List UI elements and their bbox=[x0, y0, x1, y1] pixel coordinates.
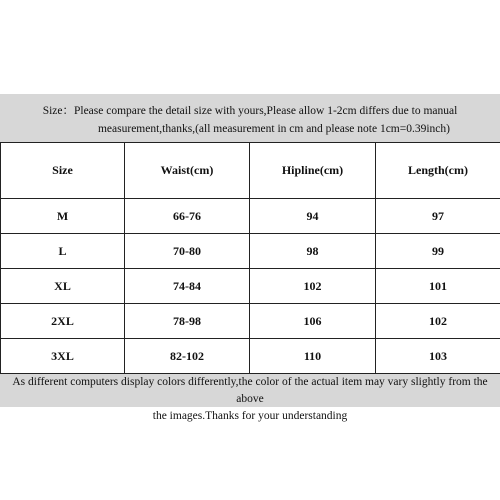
header-hipline: Hipline(cm) bbox=[250, 143, 376, 199]
cell-length: 99 bbox=[376, 234, 500, 269]
table-row bbox=[1, 199, 500, 234]
color-disclaimer-line-1: As different computers display colors differently,the color of the actual item may vary slightly from the above bbox=[12, 376, 488, 405]
cell-size: L bbox=[1, 234, 125, 269]
header-waist: Waist(cm) bbox=[125, 143, 250, 199]
size-instructions bbox=[0, 102, 500, 138]
table-row bbox=[1, 269, 500, 304]
cell-hipline: 94 bbox=[250, 199, 376, 234]
header-size: Size bbox=[1, 143, 125, 199]
table-header-row bbox=[1, 143, 500, 199]
cell-waist: 74-84 bbox=[125, 269, 250, 304]
size-instructions-line-2: measurement,thanks,(all measurement in cm and please note 1cm=0.39inch) bbox=[97, 123, 450, 135]
color-disclaimer-line-2: the images.Thanks for your understanding bbox=[152, 410, 348, 422]
cell-hipline: 106 bbox=[250, 304, 376, 339]
cell-length: 102 bbox=[376, 304, 500, 339]
cell-hipline: 110 bbox=[250, 339, 376, 374]
cell-waist: 82-102 bbox=[125, 339, 250, 374]
header-length: Length(cm) bbox=[376, 143, 500, 199]
color-disclaimer bbox=[0, 374, 500, 425]
cell-waist: 78-98 bbox=[125, 304, 250, 339]
table-row bbox=[1, 339, 500, 374]
cell-size: M bbox=[1, 199, 125, 234]
cell-size: 2XL bbox=[1, 304, 125, 339]
cell-waist: 66-76 bbox=[125, 199, 250, 234]
cell-hipline: 102 bbox=[250, 269, 376, 304]
size-instructions-line-1: Size：Please compare the detail size with yours,Please allow 1-2cm differs due to manual bbox=[42, 105, 458, 117]
cell-hipline: 98 bbox=[250, 234, 376, 269]
cell-length: 97 bbox=[376, 199, 500, 234]
cell-length: 103 bbox=[376, 339, 500, 374]
table-row bbox=[1, 304, 500, 339]
cell-length: 101 bbox=[376, 269, 500, 304]
cell-size: 3XL bbox=[1, 339, 125, 374]
cell-size: XL bbox=[1, 269, 125, 304]
cell-waist: 70-80 bbox=[125, 234, 250, 269]
size-table bbox=[0, 142, 500, 374]
table-row bbox=[1, 234, 500, 269]
